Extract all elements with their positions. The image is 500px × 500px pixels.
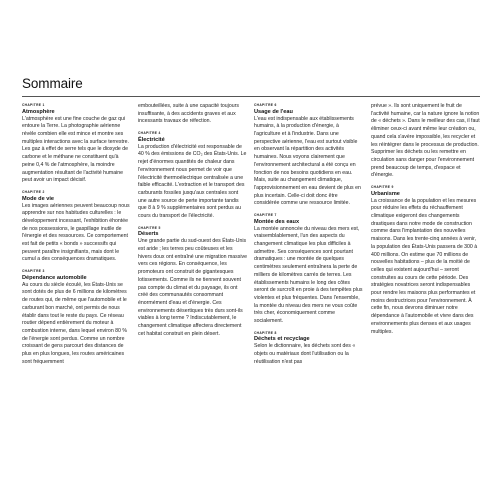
entry-text: Une grande partie du sud-ouest des États-Unis est aride ; les terres peu coûteuses et les hivers doux ont entraîné une migration massive vers ces régions. En conséquence, les promoteurs ont construit de gigantesques lotissements. Comme ils ne tiennent souvent pas compte du climat et du paysage, ils ont créé des communautés consommant énormément d'eau et d'énergie. Ces environnements désertiques très durs sont-ils viables à long terme ? Indiscutablement, le changement climatique affectera directement cet habitat construit en plein désert. [138,238,247,337]
entry-continued [371,103,480,180]
entry-title: Urbanisme [371,190,400,197]
entry-text: Selon le dictionnaire, les déchets sont des « objets ou matériaux dont l'utilisation ou la réutilisation n'est pas [254,343,356,365]
entry-title: Montée des eaux [254,218,300,225]
chapter-label: CHAPITRE 4 [138,131,161,136]
chapter-label: CHAPITRE 8 [254,330,277,335]
entry-title: Dépendance automobile [22,274,87,281]
entry-text: Les images aériennes peuvent beaucoup nous apprendre sur nos habitudes culturelles : le développement incessant, l'exhibition éhontée de nos possessions, le gaspillage inutile de l'énergie et des ressources. Ce comportement est fait de petits « bonds » successifs qui peuvent paraître insignifiants, mais dont le cumul a des conséquences dramatiques. [22,202,130,263]
entry-mode-de-vie [22,191,131,264]
entry-urbanisme [371,186,480,336]
chapter-label: CHAPITRE 7 [254,213,277,218]
chapter-label: CHAPITRE 6 [254,103,277,107]
entry-dependance-automobile [22,270,131,366]
entry-atmosphere [22,104,131,185]
entry-text: La montée annoncée du niveau des mers est, vraisemblablement, l'un des aspects du changement climatique les plus difficiles à admettre. Ses conséquences sont pourtant dramatiques : une montée de quelques centimètres seulement entraînera la perte de milliers de kilomètres carrés de terres. Les établissements humains le long des côtes seront de surcroît en proie à des tempêtes plus violentes et plus fréquentes. Dans l'ensemble, la montée du niveau des mers ne vous coûte très cher, économiquement comme socialement. [254,225,363,325]
entry-text: embouteillées, suite à une capacité toujours insuffisante, à des accidents graves et aux incessants travaux de réfection. [138,103,239,125]
entry-text: Au cours du siècle écoulé, les États-Unis se sont dotés de plus de 6 millions de kilomètres de routes qui, de même que l'automobile et le carburant bon marché, ont permis de nous établir dans tout le reste du pays. Ce réseau routier dépend entièrement du moteur à combustion interne, dans lequel environ 80 % de l'énergie sont perdus. Comme un nombre croissant de gens parcourt des distances de plus en plus longues, les routes américaines sont fréquemment [22,281,127,365]
column-4 [371,104,480,342]
entry-deserts [138,227,247,339]
title-rule [22,96,480,97]
chapter-label: CHAPITRE 1 [22,103,45,107]
chapter-label: CHAPITRE 5 [138,225,161,230]
chapter-label: CHAPITRE 3 [22,269,45,274]
entry-dechets-et-recyclage [254,332,363,367]
entry-text: La production d'électricité est responsable de 40 % des émissions de CO₂ des États-Unis. Le rejet d'énormes quantités de chaleur dans l'environnement nous permet de voir que l'électricité thermoélectrique centralisée a une faible efficacité. L'extraction et le transport des carburants fossiles jusqu'aux centrales sont une autre source de perte importante tandis que 8 à 9 % supplémentaires sont perdus au cours du transport de l'électricité. [138,143,247,220]
column-1 [22,104,131,373]
entry-usage-de-leau [254,104,363,208]
column-2 [138,104,247,345]
entry-title: Usage de l'eau [254,108,293,115]
entry-title: Déserts [138,231,159,238]
column-3 [254,104,363,373]
entry-title: Atmosphère [22,108,55,115]
entry-electricite [138,132,247,221]
entry-title: Mode de vie [22,195,55,202]
page-title: Sommaire [22,76,83,91]
entry-title: Électricité [138,136,165,143]
entry-text: prévue ». Ils sont uniquement le fruit de l'activité humaine, car la nature ignore la notion de « déchets ». Dans le meilleur des cas, il faut éliminer ceux-ci avant même leur création ou, quand cela s'avère impossible, les recycler et les réintégrer dans le processus de production. Supprimer les déchets ou les remettre en circulation sans danger pour l'environnement prend beaucoup de temps, d'espace et d'énergie. [371,103,480,179]
entry-montee-des-eaux [254,214,363,326]
entry-continued [138,103,247,126]
entry-title: Déchets et recyclage [254,336,310,343]
entry-text: La croissance de la population et les mesures pour réduire les effets du réchauffement climatique exigeront des changements drastiques dans notre mode de construction comme dans l'implantation des nouvelles maisons. Dans les trente-cinq années à venir, la population des États-Unis passera de 300 à 400 millions. On estime que 70 millions de nouvelles habitations – plus de la moitié de celles qui existent aujourd'hui – seront construites au cours de cette période. Des stratégies novatrices seront indispensables pour rendre les maisons plus performantes et moins destructrices pour l'environnement. À cette fin, nous devrons diminuer notre dépendance à l'automobile et vivre dans des environnements plus denses et aux usages multiples. [371,197,478,335]
chapter-label: CHAPITRE 9 [371,185,394,190]
chapter-label: CHAPITRE 2 [22,189,45,194]
entry-text: L'atmosphère est une fine couche de gaz qui entoure la Terre. La photographie aérienne révèle combien elle est mince et montre ses multiples interactions avec la surface terrestre. Les gaz à effet de serre tels que le dioxyde de carbone et le méthane ne constituent qu'à peine 0,4 % de l'atmosphère, la moindre augmentation résultant de l'activité humaine peut avoir un impact décisif. [22,115,129,184]
entry-text: L'eau est indispensable aux établissements humains, à la production d'énergie, à l'agriculture et à l'industrie. Dans une perspective aérienne, l'eau est surtout visible en observant la répartition des activités humaines. Nous voyons clairement que l'environnement architectural a été conçu en fonction de nos besoins quotidiens en eau. Mais, suite au changement climatique, l'approvisionnement en eau devient de plus en plus incertain. Celle-ci doit donc être considérée comme une ressource limitée. [254,115,361,207]
